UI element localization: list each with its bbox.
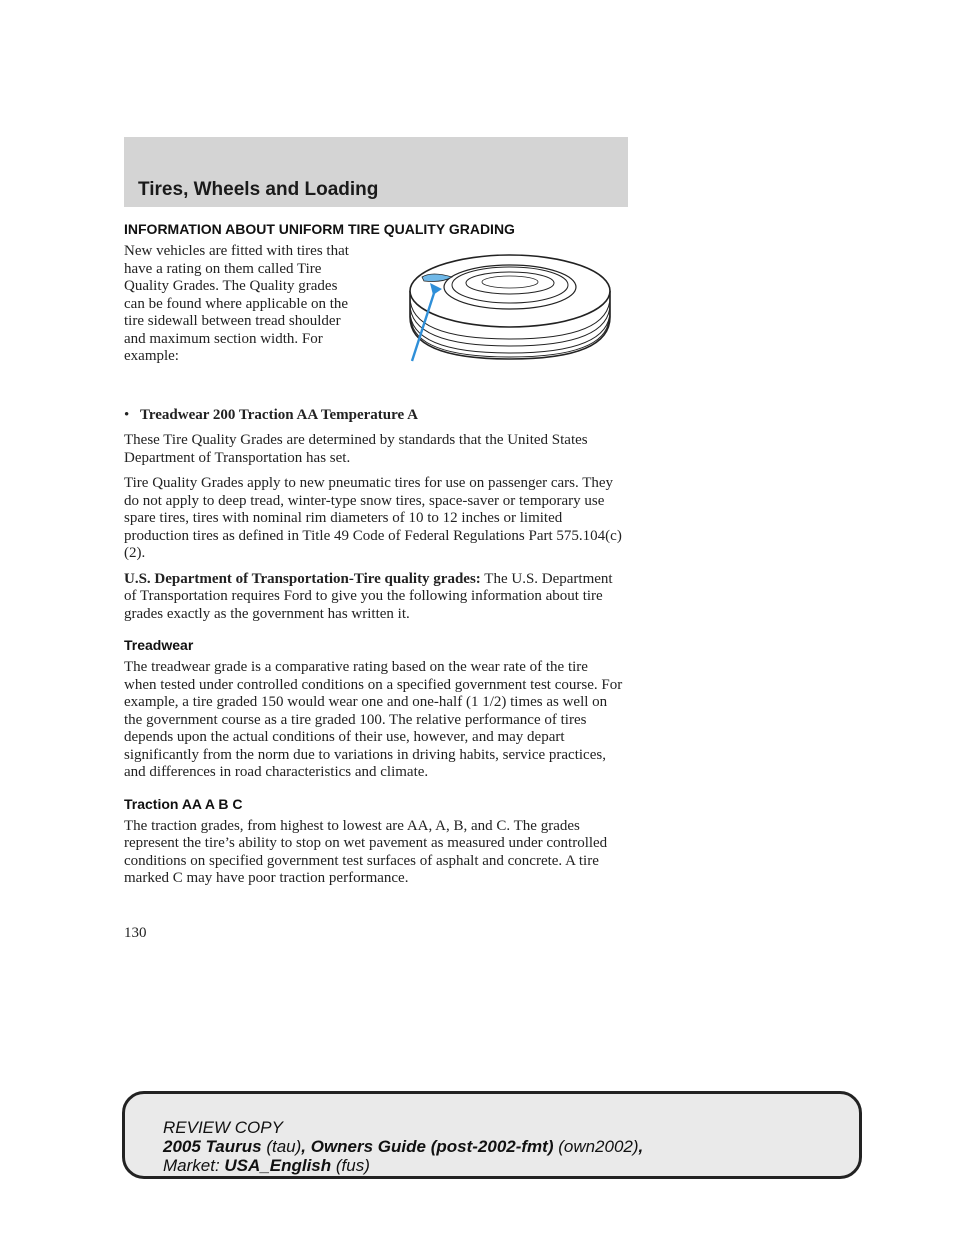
bullet-marker: •	[124, 407, 130, 423]
footer-comma: ,	[638, 1137, 644, 1156]
footer-model-code: (tau)	[261, 1137, 302, 1156]
footer-market-line	[163, 1156, 643, 1175]
footer-market: USA_English	[224, 1156, 332, 1175]
paragraph-dot	[124, 571, 624, 624]
paragraph-applicability: Tire Quality Grades apply to new pneumatic tires for use on passenger cars. They do not apply to deep tread, winter-type snow tires, space-saver or temporary use spare tires, tires with nominal rim diameters of 10 to 12 inches or limited production tires as defined in Title 49 Code of Federal Regulations Part 575.104(c)(2).	[124, 475, 622, 561]
footer-market-label: Market:	[163, 1156, 225, 1175]
dot-text: The U.S. Department of Transportation requires Ford to give you the following information about tire grades exactly as the government has written it.	[124, 570, 613, 622]
footer-text	[163, 1118, 643, 1175]
treadwear-paragraph: The treadwear grade is a comparative rating based on the wear rate of the tire when tested under controlled conditions on a specified government test course. For example, a tire graded 150 would wear one and one-half (1 1/2) times as well on the government course as a tire graded 100. The relative performance of tires depends upon the actual conditions of their use, however, and may depart significantly from the norm due to variations in driving habits, service practices, and differences in road characteristics and climate.	[124, 659, 623, 780]
footer-guide-code: (own2002)	[553, 1137, 639, 1156]
footer-market-code: (fus)	[331, 1156, 370, 1175]
review-footer	[122, 1091, 862, 1179]
intro-block	[124, 243, 624, 399]
footer-review-copy: REVIEW COPY	[163, 1118, 283, 1137]
footer-guide: , Owners Guide (post-2002-fmt)	[301, 1137, 554, 1156]
section-heading: INFORMATION ABOUT UNIFORM TIRE QUALITY GRADING	[124, 221, 515, 237]
tire-icon	[402, 247, 618, 367]
treadwear-heading: Treadwear	[124, 637, 194, 653]
main-content	[124, 221, 624, 896]
footer-model: 2005 Taurus	[163, 1137, 262, 1156]
page-title: Tires, Wheels and Loading	[138, 179, 379, 200]
header-band	[124, 137, 628, 207]
dot-lead-in: U.S. Department of Transportation-Tire quality grades:	[124, 570, 481, 587]
footer-publication-line	[163, 1137, 643, 1156]
intro-paragraph: New vehicles are fitted with tires that have a rating on them called Tire Quality Grades. The Quality grades can be found where applicable on the tire sidewall between tread shoulder and maximum section width. For example:	[124, 243, 349, 364]
traction-paragraph: The traction grades, from highest to lowest are AA, A, B, and C. The grades represent the tire’s ability to stop on wet pavement as measured under controlled conditions on specified government test surfaces of asphalt and concrete. A tire marked C may have poor traction performance.	[124, 817, 608, 886]
example-bullet	[124, 407, 624, 424]
example-grades: Treadwear 200 Traction AA Temperature A	[140, 407, 418, 423]
paragraph-standards: These Tire Quality Grades are determined by standards that the United States Department of Transportation has set.	[124, 432, 588, 466]
traction-heading: Traction AA A B C	[124, 795, 243, 812]
page-number: 130	[124, 925, 147, 941]
